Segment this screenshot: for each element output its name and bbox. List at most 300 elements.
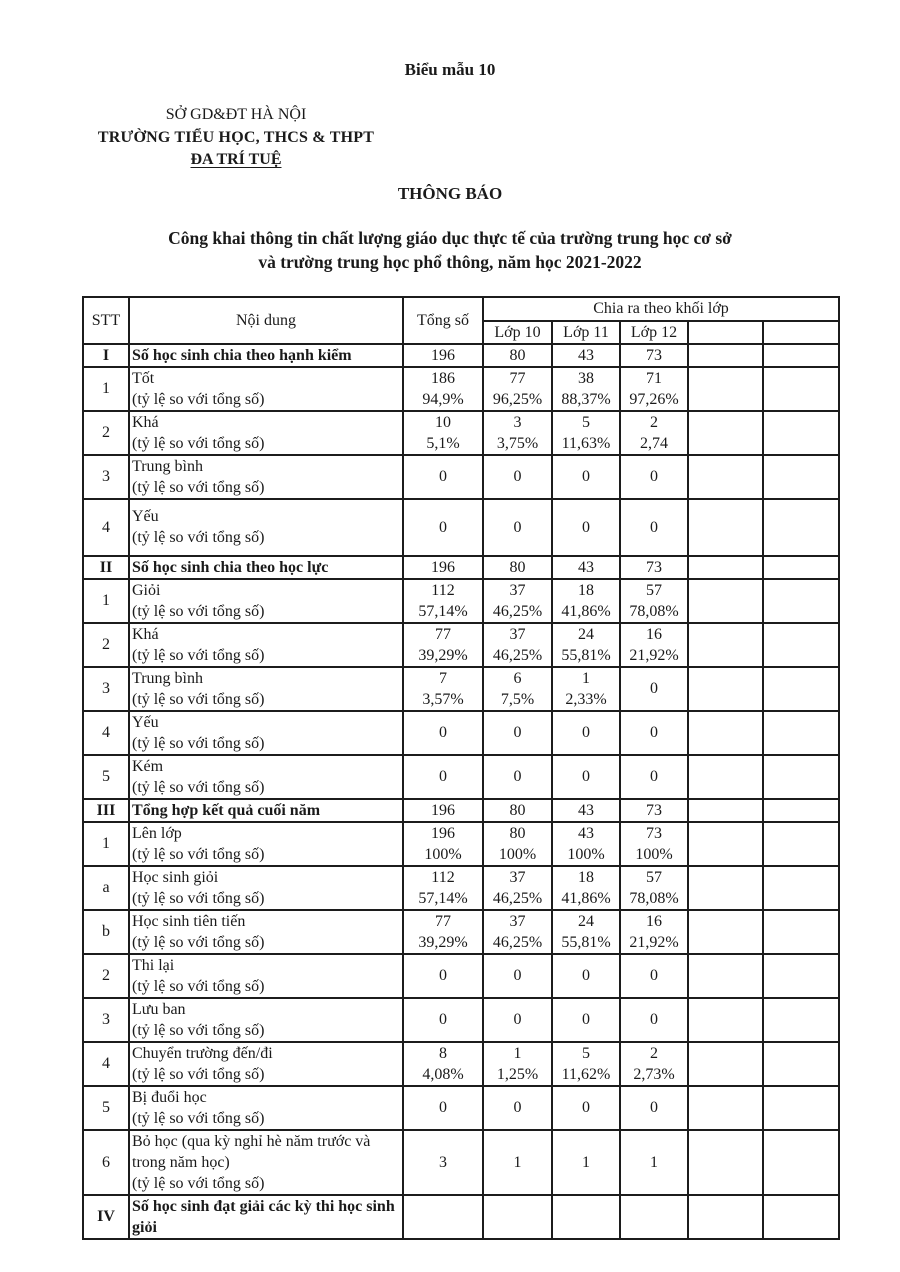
row-cell (688, 822, 763, 866)
cell-line: 77 (435, 625, 451, 643)
cell-line: Tổng hợp kết quả cuối năm (132, 801, 321, 819)
table-row (83, 998, 839, 1042)
cell-line: 21,92% (629, 646, 679, 664)
row-cell (620, 455, 688, 499)
cell-line: 57,14% (418, 602, 468, 620)
cell-line: 37 (509, 868, 526, 886)
row-cell (483, 623, 552, 667)
table-row (83, 1086, 839, 1130)
cell-line: 0 (582, 1099, 590, 1116)
row-cell (552, 667, 620, 711)
table-row (83, 667, 839, 711)
cell-line: 16 (646, 625, 662, 643)
cell-line: 57 (646, 581, 662, 599)
col-header-extra-2 (763, 321, 839, 344)
cell-line: 6 (513, 669, 522, 687)
row-cell (483, 579, 552, 623)
cell-line: Lưu ban (132, 1000, 186, 1018)
row-cell (552, 556, 620, 579)
row-cell (620, 667, 688, 711)
row-cell (763, 866, 839, 910)
row-cell (483, 1042, 552, 1086)
row-cell (688, 1042, 763, 1086)
row-cell (483, 910, 552, 954)
row-stt: II (83, 556, 129, 579)
cell-line: 0 (513, 724, 522, 741)
cell-line: 0 (650, 1099, 658, 1116)
cell-line: 46,25% (492, 889, 543, 907)
cell-line: 37 (509, 912, 526, 930)
row-cell (763, 455, 839, 499)
cell-line: 57,14% (418, 889, 468, 907)
row-cell (483, 344, 552, 367)
cell-line: Giỏi (132, 581, 161, 599)
row-stt: 2 (83, 623, 129, 667)
cell-line: 0 (439, 1099, 447, 1116)
cell-line: 0 (513, 518, 522, 536)
cell-line: 8 (439, 1044, 447, 1062)
row-label (129, 954, 403, 998)
row-cell (620, 579, 688, 623)
row-cell (483, 367, 552, 411)
cell-line: 37 (509, 581, 526, 599)
cell-line: Số học sinh đạt giải các kỳ thi học sinh giỏi (132, 1197, 395, 1236)
row-cell (688, 755, 763, 799)
row-cell (483, 755, 552, 799)
row-label (129, 411, 403, 455)
form-code: Biểu mẫu 10 (404, 60, 496, 79)
row-cell (552, 623, 620, 667)
cell-line: 43 (578, 346, 594, 364)
cell-line: Yếu (132, 713, 159, 731)
cell-line: 196 (431, 346, 455, 364)
row-label (129, 367, 403, 411)
row-cell (620, 866, 688, 910)
row-cell (763, 711, 839, 755)
row-stt: 2 (83, 411, 129, 455)
quality-report-table (82, 296, 840, 1240)
row-cell (688, 1086, 763, 1130)
cell-line: 24 (578, 912, 594, 930)
cell-line: 46,25% (492, 933, 543, 951)
cell-line: 100% (567, 845, 605, 863)
col-header-total: Tổng số (403, 297, 483, 344)
cell-line: (tỷ lệ so với tổng số) (132, 1109, 265, 1127)
row-stt: 1 (83, 822, 129, 866)
cell-line: 1 (582, 1153, 590, 1171)
row-cell (483, 1130, 552, 1195)
cell-line: 3,75% (496, 434, 539, 452)
row-cell (552, 1195, 620, 1239)
cell-line: 80 (509, 346, 526, 364)
cell-line: 73 (646, 824, 662, 842)
row-cell (403, 1042, 483, 1086)
document-title-line1: Công khai thông tin chất lượng giáo dục thực tế của trường trung học cơ sở (168, 227, 732, 248)
row-stt: 3 (83, 998, 129, 1042)
cell-line: 94,9% (422, 390, 464, 408)
cell-line: 73 (646, 558, 662, 576)
cell-line: 3,57% (422, 690, 464, 708)
cell-line: 0 (439, 724, 447, 741)
cell-line: 43 (578, 824, 594, 842)
row-cell (688, 1195, 763, 1239)
row-cell (403, 579, 483, 623)
cell-line: Tốt (132, 369, 155, 387)
cell-line: Bị đuổi học (132, 1088, 207, 1106)
cell-line: Kém (132, 757, 164, 775)
col-header-grade11: Lớp 11 (552, 321, 620, 344)
cell-line: (tỷ lệ so với tổng số) (132, 1021, 265, 1039)
table-row (83, 623, 839, 667)
row-stt: IV (83, 1195, 129, 1239)
row-cell (483, 556, 552, 579)
row-stt: a (83, 866, 129, 910)
row-cell (403, 1130, 483, 1195)
row-cell (403, 866, 483, 910)
row-cell (688, 556, 763, 579)
document-title-line2: và trường trung học phổ thông, năm học 2021-2022 (258, 251, 642, 272)
row-cell (763, 1130, 839, 1195)
row-cell (763, 1042, 839, 1086)
row-cell (552, 1130, 620, 1195)
row-cell (688, 367, 763, 411)
col-header-group: Chia ra theo khối lớp (483, 297, 839, 321)
row-stt: 5 (83, 755, 129, 799)
cell-line: (tỷ lệ so với tổng số) (132, 1065, 265, 1083)
row-cell (552, 455, 620, 499)
row-cell (403, 344, 483, 367)
row-cell (763, 344, 839, 367)
cell-line: 55,81% (561, 646, 611, 664)
cell-line: 100% (498, 845, 537, 863)
row-stt: 2 (83, 954, 129, 998)
row-label (129, 1195, 403, 1239)
cell-line: 24 (578, 625, 594, 643)
row-stt: 1 (83, 367, 129, 411)
row-cell (688, 344, 763, 367)
row-label (129, 1086, 403, 1130)
cell-line: 1 (650, 1153, 658, 1171)
row-cell (763, 755, 839, 799)
table-row (83, 344, 839, 367)
row-cell (763, 367, 839, 411)
row-cell (620, 499, 688, 556)
cell-line: 112 (431, 581, 455, 599)
row-stt: b (83, 910, 129, 954)
col-header-grade10: Lớp 10 (483, 321, 552, 344)
cell-line: 1 (513, 1044, 522, 1062)
cell-line: 112 (431, 868, 455, 886)
cell-line: 0 (582, 724, 590, 741)
row-label (129, 711, 403, 755)
table-row (83, 455, 839, 499)
row-cell (403, 755, 483, 799)
row-cell (403, 1086, 483, 1130)
row-label (129, 344, 403, 367)
cell-line: 5 (582, 413, 590, 431)
row-cell (483, 455, 552, 499)
row-cell (403, 1195, 483, 1239)
row-cell (552, 411, 620, 455)
row-cell (552, 1042, 620, 1086)
cell-line: 0 (582, 468, 590, 485)
row-cell (552, 998, 620, 1042)
row-cell (552, 910, 620, 954)
row-cell (688, 998, 763, 1042)
cell-line: 77 (509, 369, 526, 387)
cell-line: 5 (582, 1044, 590, 1062)
row-cell (763, 411, 839, 455)
cell-line: Khá (132, 413, 159, 431)
cell-line: 37 (509, 625, 526, 643)
cell-line: 78,08% (629, 889, 679, 907)
cell-line: 80 (509, 558, 526, 576)
cell-line: 11,62% (561, 1065, 611, 1083)
cell-line: Học sinh giỏi (132, 868, 219, 886)
row-cell (403, 910, 483, 954)
cell-line: (tỷ lệ so với tổng số) (132, 977, 265, 995)
row-cell (552, 579, 620, 623)
table-head (83, 297, 839, 344)
row-cell (763, 1086, 839, 1130)
row-cell (483, 499, 552, 556)
row-cell (688, 579, 763, 623)
table-row (83, 1042, 839, 1086)
row-cell (688, 866, 763, 910)
row-cell (483, 1195, 552, 1239)
cell-line: 55,81% (561, 933, 611, 951)
row-cell (763, 954, 839, 998)
row-cell (620, 755, 688, 799)
row-cell (403, 822, 483, 866)
row-cell (552, 499, 620, 556)
cell-line: 46,25% (492, 646, 543, 664)
cell-line: 0 (582, 768, 590, 785)
cell-line: 0 (650, 768, 658, 785)
row-cell (483, 1086, 552, 1130)
row-cell (620, 910, 688, 954)
row-stt: 1 (83, 579, 129, 623)
row-cell (403, 954, 483, 998)
row-cell (403, 799, 483, 822)
table-row (83, 866, 839, 910)
cell-line: 0 (513, 1011, 522, 1028)
cell-line: 0 (439, 1011, 447, 1028)
row-stt: I (83, 344, 129, 367)
cell-line: (tỷ lệ so với tổng số) (132, 778, 265, 796)
row-cell (763, 799, 839, 822)
col-header-content: Nội dung (129, 297, 403, 344)
row-cell (763, 623, 839, 667)
cell-line: 80 (509, 824, 526, 842)
row-cell (620, 411, 688, 455)
cell-line: Trung bình (132, 457, 203, 475)
cell-line: 21,92% (629, 933, 679, 951)
org-department: SỞ GD&ĐT HÀ NỘI (165, 106, 307, 123)
table-row (83, 954, 839, 998)
row-cell (620, 344, 688, 367)
cell-line: 100% (635, 845, 673, 863)
row-cell (552, 711, 620, 755)
row-cell (763, 579, 839, 623)
row-cell (483, 998, 552, 1042)
row-cell (763, 667, 839, 711)
cell-line: 3 (513, 413, 522, 431)
row-label (129, 910, 403, 954)
cell-line: (tỷ lệ so với tổng số) (132, 690, 265, 708)
row-cell (403, 711, 483, 755)
cell-line: 0 (439, 768, 447, 785)
document-title (0, 226, 900, 274)
cell-line: 73 (646, 346, 662, 364)
cell-line: (tỷ lệ so với tổng số) (132, 1174, 265, 1192)
org-school-name: ĐA TRÍ TUỆ (190, 151, 282, 168)
cell-line: 2 (650, 413, 658, 431)
cell-line: 43 (578, 558, 594, 576)
row-cell (688, 667, 763, 711)
row-cell (552, 822, 620, 866)
cell-line: 10 (435, 413, 451, 431)
row-label (129, 667, 403, 711)
row-cell (688, 954, 763, 998)
cell-line: 0 (439, 468, 447, 485)
row-cell (552, 344, 620, 367)
row-cell (483, 411, 552, 455)
col-header-stt: STT (83, 297, 129, 344)
cell-line: (tỷ lệ so với tổng số) (132, 478, 265, 496)
cell-line: 2,73% (633, 1065, 675, 1083)
cell-line: 39,29% (418, 933, 468, 951)
row-cell (620, 1086, 688, 1130)
table-row (83, 1130, 839, 1195)
org-block (80, 104, 392, 172)
row-cell (403, 998, 483, 1042)
row-cell (620, 556, 688, 579)
row-cell (483, 822, 552, 866)
cell-line: Trung bình (132, 669, 203, 687)
cell-line: 2,33% (565, 690, 607, 708)
cell-line: 97,26% (629, 390, 679, 408)
cell-line: 0 (650, 967, 658, 984)
cell-line: (tỷ lệ so với tổng số) (132, 434, 265, 452)
row-cell (483, 711, 552, 755)
cell-line: (tỷ lệ so với tổng số) (132, 646, 265, 664)
row-label (129, 499, 403, 556)
row-label (129, 455, 403, 499)
row-cell (763, 910, 839, 954)
row-cell (403, 667, 483, 711)
table-row (83, 499, 839, 556)
row-stt: 6 (83, 1130, 129, 1195)
cell-line: 11,63% (561, 434, 611, 452)
cell-line: 0 (650, 1011, 658, 1028)
cell-line: 0 (650, 518, 658, 536)
cell-line: Chuyển trường đến/đi (132, 1044, 273, 1062)
row-cell (403, 499, 483, 556)
cell-line: Khá (132, 625, 159, 643)
cell-line: (tỷ lệ so với tổng số) (132, 602, 265, 620)
cell-line: 2 (650, 1044, 658, 1062)
cell-line: 0 (582, 518, 590, 536)
cell-line: (tỷ lệ so với tổng số) (132, 933, 265, 951)
cell-line: 0 (513, 468, 522, 485)
row-cell (483, 667, 552, 711)
row-cell (552, 799, 620, 822)
row-stt: 3 (83, 455, 129, 499)
row-cell (403, 556, 483, 579)
table-body (83, 344, 839, 1239)
cell-line: 1 (582, 669, 590, 687)
row-cell (620, 711, 688, 755)
cell-line: 18 (578, 581, 594, 599)
cell-line: 96,25% (492, 390, 543, 408)
row-cell (620, 1195, 688, 1239)
org-school-type: TRƯỜNG TIỂU HỌC, THCS & THPT (97, 128, 375, 146)
cell-line: 0 (513, 1099, 522, 1116)
cell-line: 5,1% (426, 434, 460, 452)
row-cell (403, 455, 483, 499)
cell-line: 0 (582, 967, 590, 984)
table-row (83, 411, 839, 455)
table-row (83, 711, 839, 755)
cell-line: Số học sinh chia theo hạnh kiểm (132, 346, 352, 364)
cell-line: 18 (578, 868, 594, 886)
row-cell (688, 910, 763, 954)
row-cell (483, 799, 552, 822)
cell-line: (tỷ lệ so với tổng số) (132, 845, 265, 863)
cell-line: 1,25% (496, 1065, 539, 1083)
cell-line: 0 (439, 518, 447, 536)
cell-line: 88,37% (561, 390, 611, 408)
cell-line: 2,74 (640, 434, 668, 452)
cell-line: 7 (439, 669, 447, 687)
cell-line: 80 (509, 801, 526, 819)
cell-line: Thi lại (132, 956, 175, 974)
cell-line: 16 (646, 912, 662, 930)
row-cell (688, 711, 763, 755)
row-cell (620, 799, 688, 822)
row-cell (688, 623, 763, 667)
table-row (83, 579, 839, 623)
row-label (129, 755, 403, 799)
cell-line: 0 (582, 1011, 590, 1028)
row-stt: 5 (83, 1086, 129, 1130)
table-row (83, 367, 839, 411)
cell-line: 0 (650, 468, 658, 485)
cell-line: (tỷ lệ so với tổng số) (132, 889, 265, 907)
cell-line: Yếu (132, 508, 159, 525)
row-cell (620, 367, 688, 411)
cell-line: 196 (431, 558, 455, 576)
table-row (83, 799, 839, 822)
row-cell (688, 499, 763, 556)
cell-line: 41,86% (561, 602, 611, 620)
cell-line: 0 (513, 967, 522, 984)
row-stt: III (83, 799, 129, 822)
row-label (129, 623, 403, 667)
row-cell (552, 367, 620, 411)
row-label (129, 998, 403, 1042)
cell-line: 4,08% (422, 1065, 464, 1083)
row-stt: 4 (83, 499, 129, 556)
row-label (129, 556, 403, 579)
row-stt: 4 (83, 711, 129, 755)
cell-line: (tỷ lệ so với tổng số) (132, 734, 265, 752)
cell-line: Lên lớp (132, 824, 182, 842)
cell-line: 38 (578, 369, 594, 387)
col-header-extra-1 (688, 321, 763, 344)
row-cell (763, 998, 839, 1042)
